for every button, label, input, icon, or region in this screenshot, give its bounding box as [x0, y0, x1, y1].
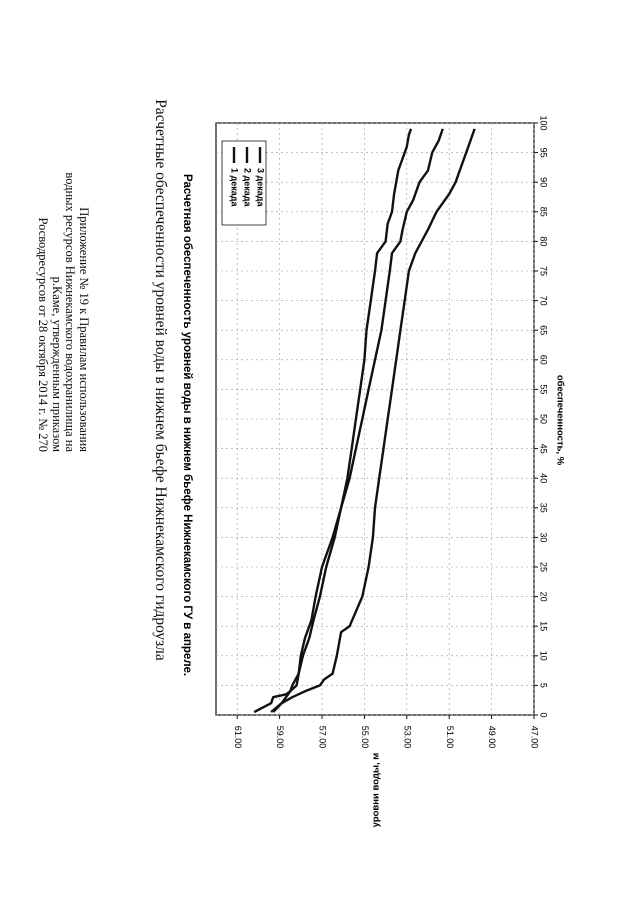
y-tick-label: 59.00: [275, 725, 286, 749]
x-tick-label: 85: [538, 206, 549, 217]
y-tick-label: 47.00: [529, 725, 540, 749]
x-tick-label: 95: [538, 147, 549, 158]
document-title: Расчетные обеспеченности уровней воды в нижнем бьефе Нижнекамского гидроузла: [152, 99, 169, 661]
x-tick-label: 40: [538, 473, 549, 484]
x-tick-label: 80: [538, 236, 549, 247]
header-line: р.Каме, утвержденным приказом: [50, 276, 64, 452]
header-line: водных ресурсов Нижнекамского водохранилища на: [63, 172, 78, 452]
y-tick-label: 57.00: [317, 725, 328, 749]
x-tick-label: 25: [538, 561, 549, 573]
x-axis-title: обеспеченность, %: [554, 374, 566, 466]
x-tick-label: 75: [538, 265, 549, 277]
header-line: Приложение № 19 к Правилам использования: [77, 207, 91, 452]
x-tick-label: 65: [538, 325, 549, 336]
x-tick-label: 100: [538, 115, 549, 131]
y-tick-label: 49.00: [487, 725, 498, 749]
x-tick-label: 50: [538, 413, 549, 425]
legend-label: 1 декада: [229, 168, 240, 207]
x-tick-label: 20: [538, 591, 549, 602]
x-tick-label: 45: [538, 443, 549, 454]
series-line-2: [271, 129, 443, 712]
y-tick-label: 51.00: [444, 725, 455, 749]
x-tick-label: 35: [538, 502, 549, 513]
x-tick-label: 55: [538, 384, 549, 395]
x-tick-label: 0: [538, 712, 549, 718]
series-line-3: [273, 129, 474, 712]
x-tick-label: 90: [538, 177, 549, 188]
x-tick-label: 30: [538, 532, 549, 543]
legend-label: 2 декада: [242, 168, 253, 207]
y-tick-label: 55.00: [360, 725, 371, 749]
header-line: Росводресурсов от 28 октября 2014 г. № 270: [36, 217, 51, 452]
chart-title: Расчетная обеспеченность уровней воды в нижнем бьефе Нижнекамского ГУ в апреле.: [180, 173, 193, 677]
y-axis-title: уровни воды, м: [370, 752, 382, 828]
x-tick-label: 5: [538, 682, 549, 688]
x-tick-label: 10: [538, 650, 549, 661]
x-tick-label: 15: [538, 621, 549, 632]
x-tick-label: 60: [538, 354, 549, 365]
x-tick-label: 70: [538, 295, 549, 306]
legend-label: 3 декада: [255, 168, 266, 207]
y-tick-label: 53.00: [402, 725, 413, 749]
y-tick-label: 61.00: [232, 725, 243, 749]
